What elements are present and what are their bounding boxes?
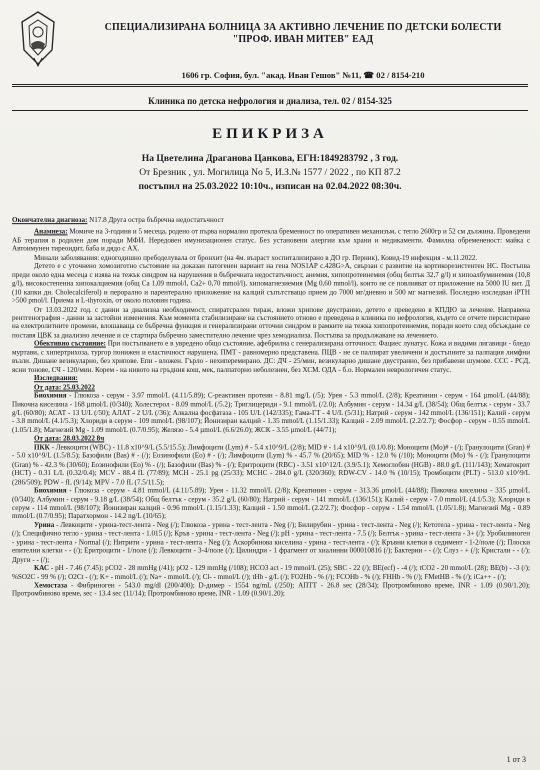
lab-block-blood-gas [12,564,530,581]
admission-line [0,181,540,192]
hospital-name-line2: "ПРОФ. ИВАН МИТЕВ" ЕАД [232,34,374,45]
lab-label: Биохимия [34,391,67,400]
diagnosis-text: N17.8 Друга остра бъбречна недостатъчност [89,216,224,225]
date-label: От дата: 25.03.2022 [34,382,95,392]
lab-values: - Глюкоза - серум - 3.97 mmol/L (4.11/5.89); C-реактивен протеин - 8.81 mg/L (/5); Урея - 5.3 mmol/L (2/8); Креатинин - серум - 164 µmol/L (44/88); Пикочна киселина - 168 µmol/L (0/340); Холестерол - 8.09 mmol/L (/5.2); Триглицериди - 9.1 mmol/L (/2.0); Албумин - серум - 14.34 g/L (38/54); Общ белтък - серум - 33.7 g/L (60/80); АСАТ - 13 U/L (/50); АЛАТ - 2 U/L (/36); Алкална фосфатаза - 105 U/L (142/335); Гама-ГТ - 4 U/L (5/31); Натрий - серум - 142 mmol/L (136/151); Калий - серум - 3.8 mmol/L (4.1/5.3); Хлориди в серум - 109 mmol/L (98/107); Йонизиран калций - 1.35 mmol/L (1.15/1.33); Калций - 2.09 mmol/L (2.2/2.7); Фосфор - серум - 0.55 mmol/L (1.05/1.8); Магнезий Mg - 1.09 mmol/L (0.7/0.95); Желязо - 5.4 µmol/L (6.6/26.0); ЖСК - 3.55 µmol/L (44/71); [12,391,530,435]
status-label: Обективно състояние: [34,339,106,348]
hospital-address: 1606 гр. София, бул. "акад. Иван Гешов" №11, ☎ 02 / 8154-210 [181,70,425,80]
lab-block-biochemistry [12,486,530,520]
diagnosis-label: Окончателна диагноза: [12,216,88,225]
lab-values: - Глюкоза - серум - 4.81 mmol/L (4.11/5.89); Урея - 11.32 mmol/L (2/8); Креатинин - серум - 313.36 µmol/L (44/88); Пикочна киселина - 335 µmol/L (0/340); Албумин - серум - 9.18 g/L (38/54); Общ белтък - серум - 35.2 g/L (60/80); Натрий - серум - 141 mmol/L (136/151); Калий - серум - 7.0 mmol/L (4.1/5.3); Хлориди в серум - 114 mmol/L (98/107); Йонизиран калций - 0.96 mmol/L (1.15/1.33); Калций - 1.50 mmol/L (2.2/2.7); Фосфор - серум - 1.54 mmol/L (1.05/1.8); Магнезий Mg - 0.89 mmol/L (0.7/0.95); Паратхормон - 14.2 ng/L (10/65); [12,486,530,521]
admission-dates: постъпил на 25.03.2022 10:10ч., изписан на 02.04.2022 08:30ч. [138,181,402,192]
hospital-name [78,22,528,46]
lab-values: - Фибриноген - 543.0 mg/dl (200/400); D-димер - 1554 ng/mL (/250); АПТТ - 26.8 sec (28/34); Протромбиново време, INR - 1.09 (0.90/1.20); Протромбиново време, sec - 13.4 sec (11/14); Протромбиново време, INR - 1.09 (0.90/1.20); [12,581,530,598]
hospital-logo-icon [16,10,60,68]
patient-name-line: На Цветелина Драганова Цанкова, ЕГН:1849283792 , 3 год. [141,153,399,164]
anamnesis-text: Момиче на 3-годиня и 5 месеца, родено от първа нормално протекла бременност по оперативен механизъм, с тегло 2600гр и 52 см дължина. Проведени АБ терапия в родилен дом поради МФИ. Нередовен имунизационен статус. Без установени алергии към храни и медикаменти. Фамилна обремененост: майка с Автоимунен тиреоидит, баба и дядо с АХ. [12,227,530,254]
anamnesis-label: Анамнеза: [34,227,68,236]
lab-label: ПКК [34,443,50,452]
lab-label: Хемостаза [34,581,68,590]
lab-block-cbc [12,443,530,486]
lab-values: - pH - 7.46 (7.45); pCO2 - 28 mmHg (/41); pO2 - 129 mmHg (/108); HCO3 act - 19 mmol/L (25); SBC - 22 (/); BE(ecf) - -4 (/); tCO2 - 20 mmol/L (28); BE(b) - -3 (/); %SO2C - 99 % (/); O2Ct - (/); K+ - mmol/L (/); Na+ - mmol/L (/); Cl- - mmol/L (/); tHb - g/L (/); FO2Hb - % (/); FCOHb - % (/); FHHb - % (/); FMetHB - % (/); iCa++ - (/); [12,563,530,581]
epicrisis-body [12,216,530,598]
date-heading [12,383,530,392]
hospital-name-line1: СПЕЦИАЛИЗИРАНА БОЛНИЦА ЗА АКТИВНО ЛЕЧЕНИЕ ПО ДЕТСКИ БОЛЕСТИ [104,22,502,33]
anamnesis-paragraph: От 13.03.2022 год. с данни за диализна необходимост, спиратсрален тираж, вложи хрипове двустранно, детето е преведено в КПДЮ за лечение. Направена рентгенография - данни за застойни изменения. Към момента стабилизиране на състоянието отново е преведена в клиника по нефрология, където се отчете персистиране на електролитните промени, влошаваща се бъбречна функция и генерализирани отточни синдром в рамките на тежка хипопротеинемия, поради което след обсъждане се поставя ЦВК за диализно лечение и се стартира бъбречно заместително лечение чрез хемодиализа. Постъпва за продължаване на лечението. [12,305,530,340]
page-number: 1 от 3 [506,755,526,764]
investigations-label: Изследвания: [34,374,78,383]
investigations-heading [12,374,530,383]
lab-label: КАС [34,563,50,573]
lab-values: - Левкоцити (WBC) - 11.8 x10^9/L (5.5/15.5); Лимфоцити (Lym) # - 5.4 x10^9/L (2/8); MID # - 1.4 x10^9/L (0.1/0.8); Моноцити (Mo)# - (/); Гранулоцити (Gran) # - 5.0 x10^9/L (1.5/8.5); Базофили (Bas) # - (/); Еозинофили (Eo) # - (/); Лимфоцити (Lym) % - 45.7 % (20/65); MID % - 12.0 % (/10); Моноцити (Mo) % - (/); Гранулоцити (Gran) % - 42.3 % (30/60); Еозинофили (Eo) % - (/); Базофили (Bas) % - (/); Еритроцити (RBC) - 3.51 x10^12/L (3.9/5.1); Хемоглобин (HGB) - 88.0 g/L (111/143); Хематокрит (HCT) - 0.31 L/L (0.32/0.4); MCV - 88.4 fL (77/89); MCH - 25.1 pg (25/33); MCHC - 284.0 g/L (320/360); RDW-CV - 14.0 % (10/15); Тромбоцити (PLT) - 513.0 x10^9/L (286/509); PDW - fL (9/14); MPV - 7.0 fL (7.5/11.5); [12,443,530,486]
date-label: От дата: 28.03.2022 8ч [34,434,105,443]
divider [12,110,528,111]
patient-line [0,153,540,164]
lab-values: - Левкоцити - урина-тест-лента - Neg (/); Глюкоза - урина - тест-лента - Neg (/); Билирубин - урина - тест-лента - Neg (/); Кетотела - урина - тест-лента - Neg (/); Специфично тегло - урина - тест-лента - 1.015 (/); Кръв - урина - тест-лента - Neg (/); pH - урина - тест-лента - 7.5 (/); Белтък - урина - тест-лента - 3+ (/); Уробилиноген - урина - тест-лента - Normal (/); Нитрити - урина - тест-лента - Neg (/); Аскорбинова киселина - урина - тест-лента - (/); Кръвни клетки в седимент - 1-2/поле (/); Плоски епителни клетки - - (/); Еритроцити - 1/поле (/); Левкоцити - 3-4/поле (/); Цилиндри - 1 фрагмент от хиалинни 000010816 (/); Бактерии - - (/); Слуз - + (/); Кристали - - (/); Други - - (/); [12,520,530,564]
lab-block-biochemistry [12,392,530,435]
address-line: От Брезник , ул. Могилица No 5, И.З.№ 1577 / 2022 , по КП 87.2 [139,167,401,178]
status-text: При постъпването е в увредено общо състояние, афебрилна с генерализирана отточност. Фациес лунатус. Кожа и видими лигавици - бледо муртави, с хипертрихоза, тургор понижен и еластичност нарушена. ПМТ - равномерно представена. ПЦВ - не се палпират увеличени и достъпните за палпация лимфни възли. Дишане везикуларно, без хрипове. Епи - вложен. Гърло - нехиперемирано. ДС: ДЧ - 25/мин, везикуларно дишане двустранно, без прибавени шумове. ССС - РСД, ясни тонове, СЧ - 120/мин. Корем - на нивото на гръдния кош, мек, палпаторно неболезнен, без ХСМ. ОДА - б.о. Нормален неврологичен статус. [12,339,530,374]
anamnesis-paragraph: Детето е с уточнено хомозиготно състояние на доказан патогенен вариант на гена NOS1AP c.428G>A, свързан с развитие на кортикорезистентен НС. Постъпва преди около една месеца с изява на тежък синдром на нарушения в бъбречната недостатъчност, анемия, хипопротеинемия (общ белтък 32,7 g/l) и хипоалбуминемия (10,8 g/l), високостепенна хипокалциемия (общ Са 1,09 mmol/l, Са2+ 0,70 mmol/l), хипомагнезиемия (Mg 0,60 mmol/l), които не се повлияват от приложение на 5000 IU вит. Д (10 капки дн. Cholecalciferol) и перорално и парентерално приложение на калций съпътстващо прием до 7000 мг/дневно и 500 мг магнезий. Последно изследван iPTH >500 pmol/l. Приема и L-thyroxin, от около половин година. [12,262,530,305]
anamnesis [12,228,530,254]
divider [12,86,528,87]
divider [12,84,528,85]
document-title: ЕПИКРИЗА [212,126,328,142]
diagnosis [12,216,530,225]
lab-label: Биохимия [34,486,67,495]
letterhead [10,8,530,86]
lab-block-hemostasis [12,581,530,598]
lab-label: Урина [34,520,55,529]
lab-block-urine [12,521,530,564]
past-diseases: Минали заболявания: едногодишно пребоделувала от бронхит (на 4м. възраст хоспитализирано в ДО гр. Перник), Ковид-19 инфекция - м.11.2022. [34,253,478,262]
objective-status [12,340,530,374]
clinic-name: Клиника по детска нефрология и диализа, тел. 02 / 8154-325 [148,96,392,106]
date-heading [12,435,530,444]
